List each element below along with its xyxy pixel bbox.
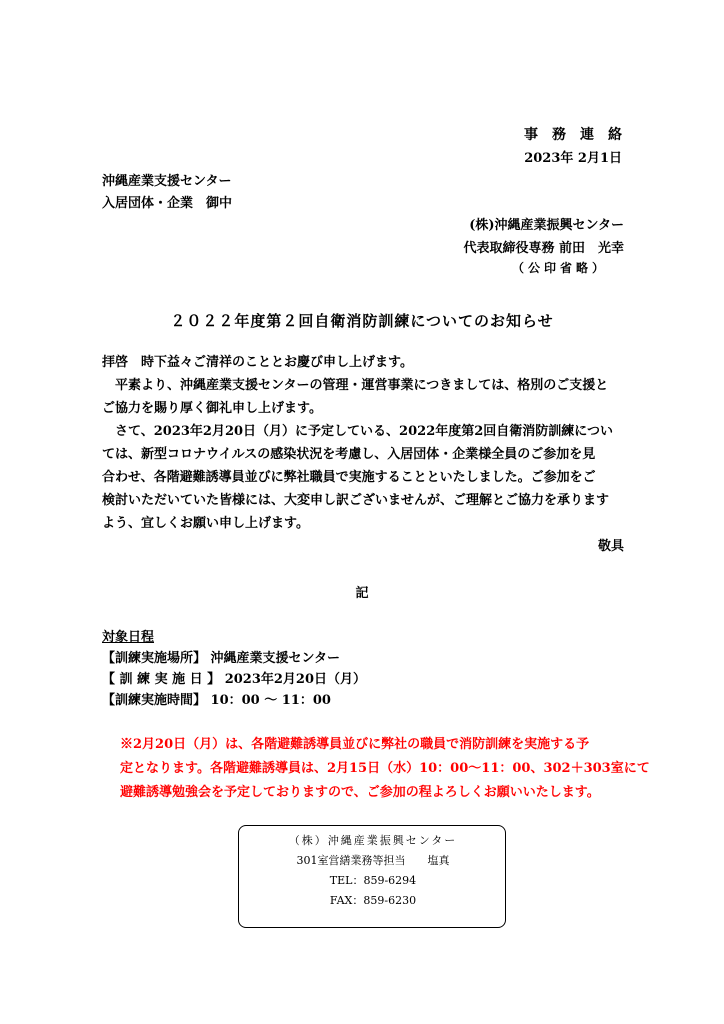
schedule-section bbox=[102, 627, 366, 711]
schedule-value: 10：00 ～ 11：00 bbox=[210, 693, 331, 708]
document-date: 2023年 2月1日 bbox=[524, 151, 622, 166]
body-text bbox=[102, 351, 624, 558]
body-line: 合わせ、各階避難誘導員並びに弊社職員で実施することといたしました。ご参加をご bbox=[102, 470, 596, 485]
sender-name: 代表取締役専務 前田 光幸 bbox=[463, 241, 624, 256]
schedule-label: 【訓練実施時間】 bbox=[102, 693, 207, 708]
body-line: 平素より、沖縄産業支援センターの管理・運営事業につきましては、格別のご支援と bbox=[102, 378, 609, 393]
body-line: 拝啓 時下益々ご清祥のこととお慶び申し上げます。 bbox=[102, 355, 413, 370]
ki-marker: 記 bbox=[355, 586, 369, 601]
body-line: ては、新型コロナウイルスの感染状況を考慮し、入居団体・企業様全員のご参加を見 bbox=[102, 447, 596, 462]
notice-line: ※2月20日（月）は、各階避難誘導員並びに弊社の職員で消防訓練を実施する予 bbox=[120, 737, 590, 752]
schedule-heading: 対象日程 bbox=[102, 630, 155, 645]
schedule-item-time bbox=[102, 690, 366, 711]
body-line: 検討いただいていた皆様には、大変申し訳ございませんが、ご理解とご協力を承ります bbox=[102, 493, 610, 508]
recipient-line-2: 入居団体・企業 御中 bbox=[102, 196, 233, 211]
schedule-label: 【 訓 練 実 施 日 】 bbox=[102, 672, 221, 687]
schedule-item-date bbox=[102, 669, 366, 690]
schedule-value: 2023年2月20日（月） bbox=[224, 672, 367, 687]
notice-line: 定となります。各階避難誘導員は、2月15日（水）10：00～11：00、302＋303室にて bbox=[120, 761, 650, 776]
document-type: 事務連絡 bbox=[524, 127, 636, 143]
document-title: ２０２２年度第２回自衛消防訓練についてのお知らせ bbox=[170, 312, 554, 330]
sender-organization: (株)沖縄産業振興センター bbox=[469, 218, 624, 233]
closing-word: 敬具 bbox=[597, 539, 624, 554]
notice-line: 避難誘導勉強会を予定しておりますので、ご参加の程よろしくお願いいたします。 bbox=[120, 785, 600, 800]
schedule-item-location bbox=[102, 648, 366, 669]
body-line: よう、宜しくお願い申し上げます。 bbox=[102, 516, 309, 531]
body-line: さて、2023年2月20日（月）に予定している、2022年度第2回自衛消防訓練につい bbox=[102, 424, 614, 439]
schedule-value: 沖縄産業支援センター bbox=[210, 651, 341, 666]
contact-organization: （株）沖縄産業振興センター bbox=[288, 834, 458, 847]
contact-tel: TEL：859-6294 bbox=[329, 874, 417, 887]
contact-fax: FAX：859-6230 bbox=[329, 894, 417, 907]
contact-box bbox=[238, 825, 506, 928]
contact-department: 301室営繕業務等担当 塩真 bbox=[296, 854, 450, 867]
body-line: ご協力を賜り厚く御礼申し上げます。 bbox=[102, 401, 322, 416]
recipient-line-1: 沖縄産業支援センター bbox=[102, 174, 232, 189]
schedule-label: 【訓練実施場所】 bbox=[102, 651, 207, 666]
seal-omitted-note: （公印省略） bbox=[511, 261, 608, 275]
red-notice bbox=[120, 733, 650, 805]
